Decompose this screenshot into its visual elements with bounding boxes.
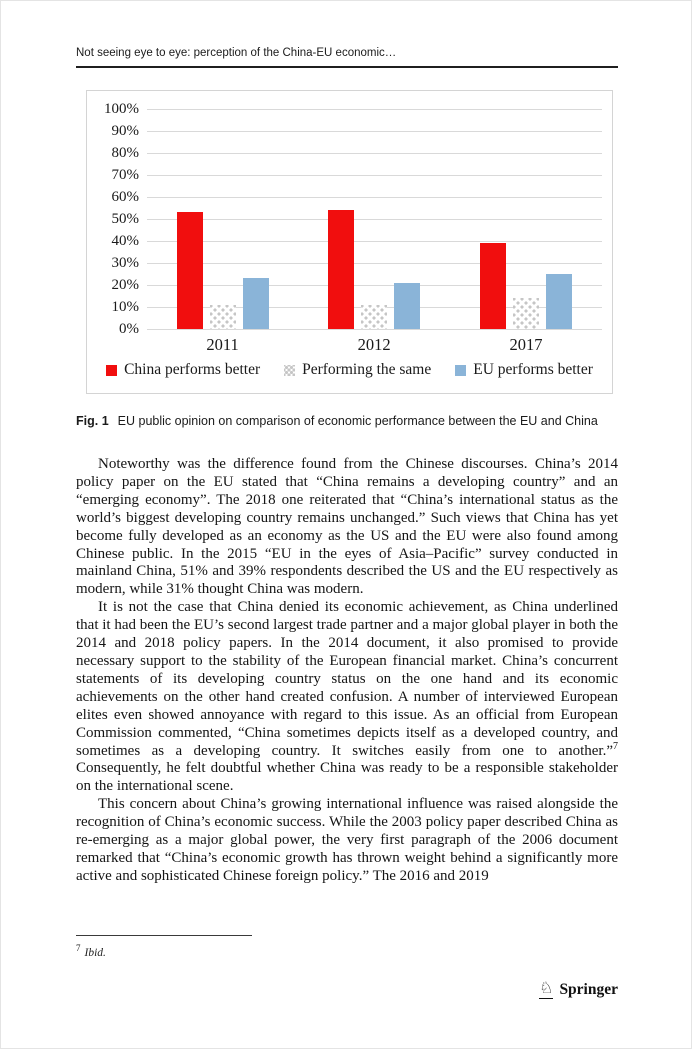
chart-plot-area [147,109,602,329]
legend-item [455,361,593,379]
bar [328,210,354,329]
bar [480,243,506,329]
y-tick-label: 90% [111,123,139,139]
paragraph: It is not the case that China denied its economic achievement, as China underlined that it had been the EU’s second largest trade partner and a major global player in both the 2014 and 2018 policy papers. In the 2014 document, it also promised to provide necessary support to the stability of the European financial market. China’s concurrent statements of its developing country status on the one hand and its economic achievements on the other hand created confusion. A number of interviewed European elites even showed annoyance with regard to this issue. As an official from European Commission commented, “China sometimes depicts itself as a developed country, and sometimes as a developing country. It switches easily from one to another.”$^7$ Consequently, he felt doubtful whether China was ready to be a responsible stakeholder on the international scene. [76,599,618,795]
bar [177,212,203,329]
footnote-text: Ibid. [84,946,106,959]
running-head-rule [76,66,618,68]
bar [210,305,236,329]
page-content [76,1,618,1048]
legend-marker [106,365,117,376]
legend-label: EU performs better [473,361,593,378]
bar [243,278,269,329]
footnote-marker: 7 [76,943,81,953]
legend-item [284,361,431,379]
paragraph: Noteworthy was the difference found from the Chinese discourses. China’s 2014 policy paper on the EU stated that “China remains a developing country” and an “emerging economy”. The 2018 one reiterated that “China’s international status as the world’s biggest developing country remains unchanged.” Such views that China has yet become fully developed as an economy as the US and the EU were also found among Chinese public. In the 2015 “EU in the eyes of Asia–Pacific” survey conducted in mainland China, 51% and 39% respondents described the US and the EU respectively as modern, while 31% thought China was modern. [76,456,618,598]
y-tick-label: 0% [119,321,139,337]
bar-group-2012 [328,109,420,329]
y-tick-label: 60% [111,189,139,205]
bar [513,298,539,329]
bars-row [147,109,602,329]
y-tick-label: 70% [111,167,139,183]
footnote [76,943,106,959]
legend-label: China performs better [124,361,261,378]
footnote-rule [76,935,252,936]
y-axis-labels [87,91,139,351]
bar-group-2011 [177,109,269,329]
running-head: Not seeing eye to eye: perception of the China-EU economic… [76,47,397,59]
figure-1-chart [86,90,613,394]
legend-item [106,361,260,379]
springer-knight-icon: ♘ [539,980,554,997]
publisher-name: Springer [559,981,618,998]
bar [361,305,387,329]
y-tick-label: 20% [111,277,139,293]
bar-group-2017 [480,109,572,329]
x-tick-label: 2017 [509,335,543,354]
figure-caption-text: EU public opinion on comparison of economic performance between the EU and China [117,414,598,428]
chart-legend [87,361,612,379]
y-tick-label: 50% [111,211,139,227]
bar [394,283,420,329]
y-tick-label: 80% [111,145,139,161]
legend-marker [284,365,295,376]
y-tick-label: 40% [111,233,139,249]
publisher-logo [539,981,618,999]
y-tick-label: 100% [104,101,139,117]
bar [546,274,572,329]
x-tick-label: 2012 [357,335,391,354]
y-tick-label: 10% [111,299,139,315]
x-axis-labels [147,335,602,355]
article-body [76,456,618,886]
figure-caption [76,414,618,428]
figure-caption-label: Fig. 1 [76,414,109,428]
gridline [147,329,602,330]
legend-marker [455,365,466,376]
x-tick-label: 2011 [206,335,239,354]
y-tick-label: 30% [111,255,139,271]
legend-label: Performing the same [302,361,432,378]
paragraph: This concern about China’s growing international influence was raised alongside the recognition of China’s economic success. While the 2003 policy paper described China as re-emerging as a major global power, the very first paragraph of the 2006 document remarked that “China’s economic growth has thrown weight behind a significantly more active and sophisticated Chinese foreign policy.” The 2016 and 2019 [76,796,618,884]
